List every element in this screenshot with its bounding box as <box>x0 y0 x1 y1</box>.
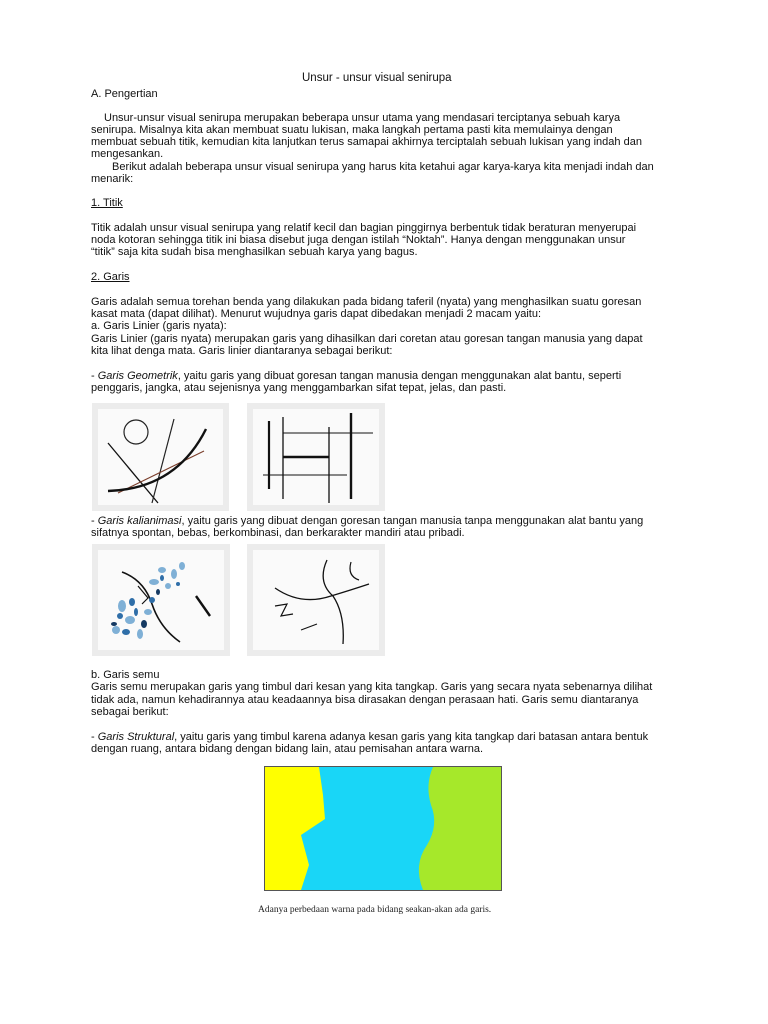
bullet-prefix: - <box>91 370 98 382</box>
paragraph-line: noda kotoran sehingga titik ini biasa disebut juga dengan istilah “Noktah”. Hanya dengan menggunakan unsur <box>91 234 626 246</box>
geometric-lines-figure-1 <box>92 403 229 511</box>
color-fields-figure <box>263 765 503 892</box>
paragraph-line: Unsur-unsur visual senirupa merupakan beberapa unsur utama yang mendasari terciptanya sebuah karya <box>104 112 621 124</box>
paragraph-line: Garis adalah semua torehan benda yang dilakukan pada bidang taferil (nyata) yang menghasilkan suatu goresan <box>91 296 642 308</box>
term-geometrik: Garis Geometrik <box>97 370 178 382</box>
bullet-text: , yaitu garis yang dibuat dengan goresan tangan manusia tanpa menggunakan alat bantu yang <box>181 515 644 527</box>
paragraph-line: Berikut adalah beberapa unsur visual senirupa yang harus kita ketahui agar karya-karya kita menjadi indah dan <box>112 161 654 173</box>
paragraph-line: kita lihat denga mata. Garis linier diantaranya sebagai berikut: <box>91 345 393 357</box>
bullet-kalianimasi <box>91 515 643 527</box>
section-heading-garis-semu: b. Garis semu <box>91 669 160 681</box>
paragraph-line: a. Garis Linier (garis nyata): <box>91 320 227 332</box>
paragraph-line: tidak ada, namun kehadirannya atau keadaannya bisa dirasakan dengan perasaan hati. Garis semu diantaranya <box>91 694 639 706</box>
paragraph-line: kasat mata (dapat dilihat). Menurut wujudnya garis dapat dibedakan menjadi 2 macam yaitu: <box>91 308 542 320</box>
geometric-lines-figure-2 <box>247 403 385 511</box>
figure-caption: Adanya perbedaan warna pada bidang seakan-akan ada garis. <box>258 905 492 915</box>
term-struktural: Garis Struktural <box>97 731 175 743</box>
freehand-lines-figure-2 <box>247 544 385 656</box>
paragraph-line: Titik adalah unsur visual senirupa yang relatif kecil dan bagian pinggirnya berbentuk tidak beraturan menyerupai <box>91 222 637 234</box>
bullet-struktural <box>91 731 648 743</box>
section-heading-pengertian: A. Pengertian <box>91 88 158 100</box>
section-heading-titik: 1. Titik <box>91 197 123 209</box>
paragraph-line: “titik” saja kita sudah bisa menghasilkan sebuah karya yang bagus. <box>91 246 418 258</box>
bullet-prefix: - <box>91 515 98 527</box>
bullet-prefix: - <box>91 731 98 743</box>
term-kalianimasi: Garis kalianimasi <box>97 515 182 527</box>
paragraph-line: dengan ruang, antara bidang dengan bidang lain, atau pemisahan antara warna. <box>91 743 484 755</box>
paragraph-line: penggaris, jangka, atau sejenisnya yang menggambarkan sifat tepat, jelas, dan pasti. <box>91 382 507 394</box>
paragraph-line: senirupa. Misalnya kita akan membuat suatu lukisan, maka langkah pertama pasti kita memulainya dengan <box>91 124 613 136</box>
paragraph-line: Garis Linier (garis nyata) merupakan garis yang dihasilkan dari coretan atau goresan tangan manusia yang dapat <box>91 333 643 345</box>
paragraph-line: membuat sebuah titik, kemudian kita lanjutkan terus samapai akhirnya terciptalah sebuah lukisan yang indah dan <box>91 136 642 148</box>
paragraph-line: mengesankan. <box>91 148 164 160</box>
paragraph-line: sifatnya spontan, bebas, berkombinasi, dan berkarakter mandiri atau pribadi. <box>91 527 465 539</box>
bullet-text: , yaitu garis yang dibuat goresan tangan manusia dengan menggunakan alat bantu, seperti <box>177 370 622 382</box>
page-title: Unsur - unsur visual senirupa <box>302 72 452 84</box>
paragraph-line: sebagai berikut: <box>91 706 169 718</box>
bullet-text: , yaitu garis yang timbul karena adanya kesan garis yang kita tangkap dari batasan antara bentuk <box>174 731 649 743</box>
section-heading-garis: 2. Garis <box>91 271 130 283</box>
paragraph-line: menarik: <box>91 173 134 185</box>
bullet-geometrik <box>91 370 621 382</box>
freehand-lines-figure-1 <box>92 544 230 656</box>
paragraph-line: Garis semu merupakan garis yang timbul dari kesan yang kita tangkap. Garis yang secara nyata sebenarnya dilihat <box>91 681 653 693</box>
